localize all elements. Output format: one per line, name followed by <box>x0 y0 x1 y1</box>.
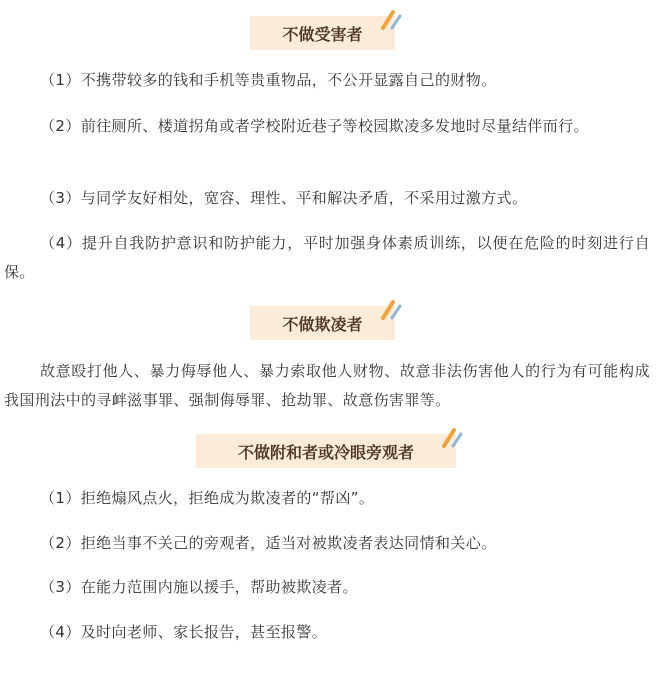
section-heading-not-bully <box>250 306 395 340</box>
section-title: 不做欺凌者 <box>282 314 363 334</box>
list-item: （4）提升自我防护意识和防护能力，平时加强身体素质训练，以便在危险的时刻进行自保。 <box>4 234 650 281</box>
list-item: （3）在能力范围内施以援手，帮助被欺凌者。 <box>40 578 358 596</box>
paragraph: 故意殴打他人、暴力侮辱他人、暴力索取他人财物、故意非法伤害他人的行为有可能构成我国刑法中的寻衅滋事罪、强制侮辱罪、抢劫罪、故意伤害罪等。 <box>4 362 650 409</box>
section-heading-not-victim <box>250 16 395 50</box>
list-item: （2）拒绝当事不关己的旁观者，适当对被欺凌者表达同情和关心。 <box>40 534 497 552</box>
section-heading-not-bystander <box>196 434 456 468</box>
brush-stroke-icon <box>438 426 464 448</box>
list-item: （4）及时向老师、家长报告，甚至报警。 <box>40 623 328 641</box>
brush-stroke-icon <box>377 298 403 320</box>
list-item: （3）与同学友好相处，宽容、理性、平和解决矛盾，不采用过激方式。 <box>40 189 528 207</box>
section-title: 不做附和者或冷眼旁观者 <box>237 442 414 462</box>
brush-stroke-icon <box>377 8 403 30</box>
section-title: 不做受害者 <box>282 24 363 44</box>
list-item: （1）拒绝煽风点火，拒绝成为欺凌者的“帮凶”。 <box>40 489 375 507</box>
list-item: （1）不携带较多的钱和手机等贵重物品，不公开显露自己的财物。 <box>40 71 497 89</box>
list-item: （2）前往厕所、楼道拐角或者学校附近巷子等校园欺凌多发地时尽量结伴而行。 <box>40 117 589 135</box>
